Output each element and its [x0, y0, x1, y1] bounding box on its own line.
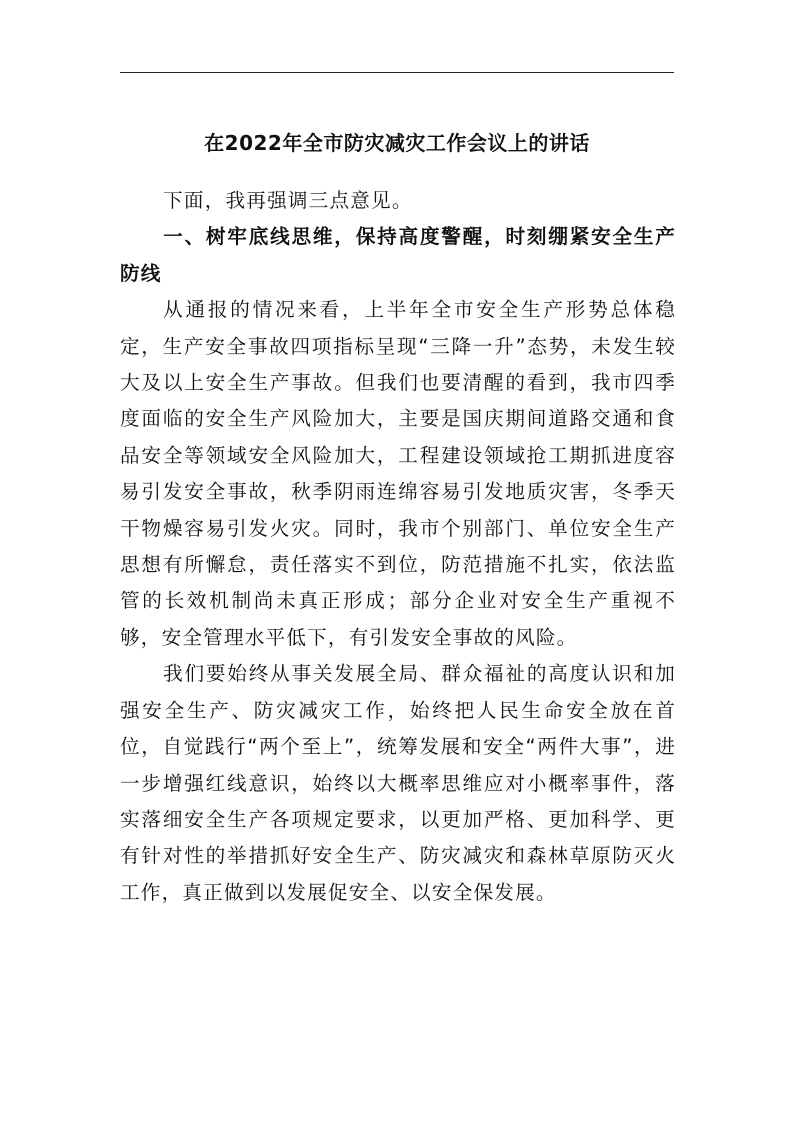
body-paragraph: 我们要始终从事关发展全局、群众福祉的高度认识和加强安全生产、防灾减灾工作，始终把人民生命安全放在首位，自觉践行“两个至上”，统筹发展和安全“两件大事”，进一步增强红线意识，始终以大概率思维应对小概率事件，落实落细安全生产各项规定要求，以更加严格、更加科学、更有针对性的举措抓好安全生产、防灾减灾和森林草原防灭火工作，真正做到以发展促安全、以安全保发展。	[120, 662, 676, 904]
header-rule	[120, 72, 674, 73]
document-body	[120, 183, 676, 911]
section-heading: 一、树牢底线思维，保持高度警醒，时刻绷紧安全生产防线	[120, 225, 676, 285]
page-title: 在2022年全市防灾减灾工作会议上的讲话	[204, 131, 590, 155]
body-paragraph: 从通报的情况来看，上半年全市安全生产形势总体稳定，生产安全事故四项指标呈现“三降一升”态势，未发生较大及以上安全生产事故。但我们也要清醒的看到，我市四季度面临的安全生产风险加大，主要是国庆期间道路交通和食品安全等领域安全风险加大，工程建设领域抢工期抓进度容易引发安全事故，秋季阴雨连绵容易引发地质灾害，冬季天干物燥容易引发火灾。同时，我市个别部门、单位安全生产思想有所懈怠，责任落实不到位，防范措施不扎实，依法监管的长效机制尚未真正形成；部分企业对安全生产重视不够，安全管理水平低下，有引发安全事故的风险。	[120, 298, 676, 649]
intro-paragraph: 下面，我再强调三点意见。	[163, 189, 413, 212]
